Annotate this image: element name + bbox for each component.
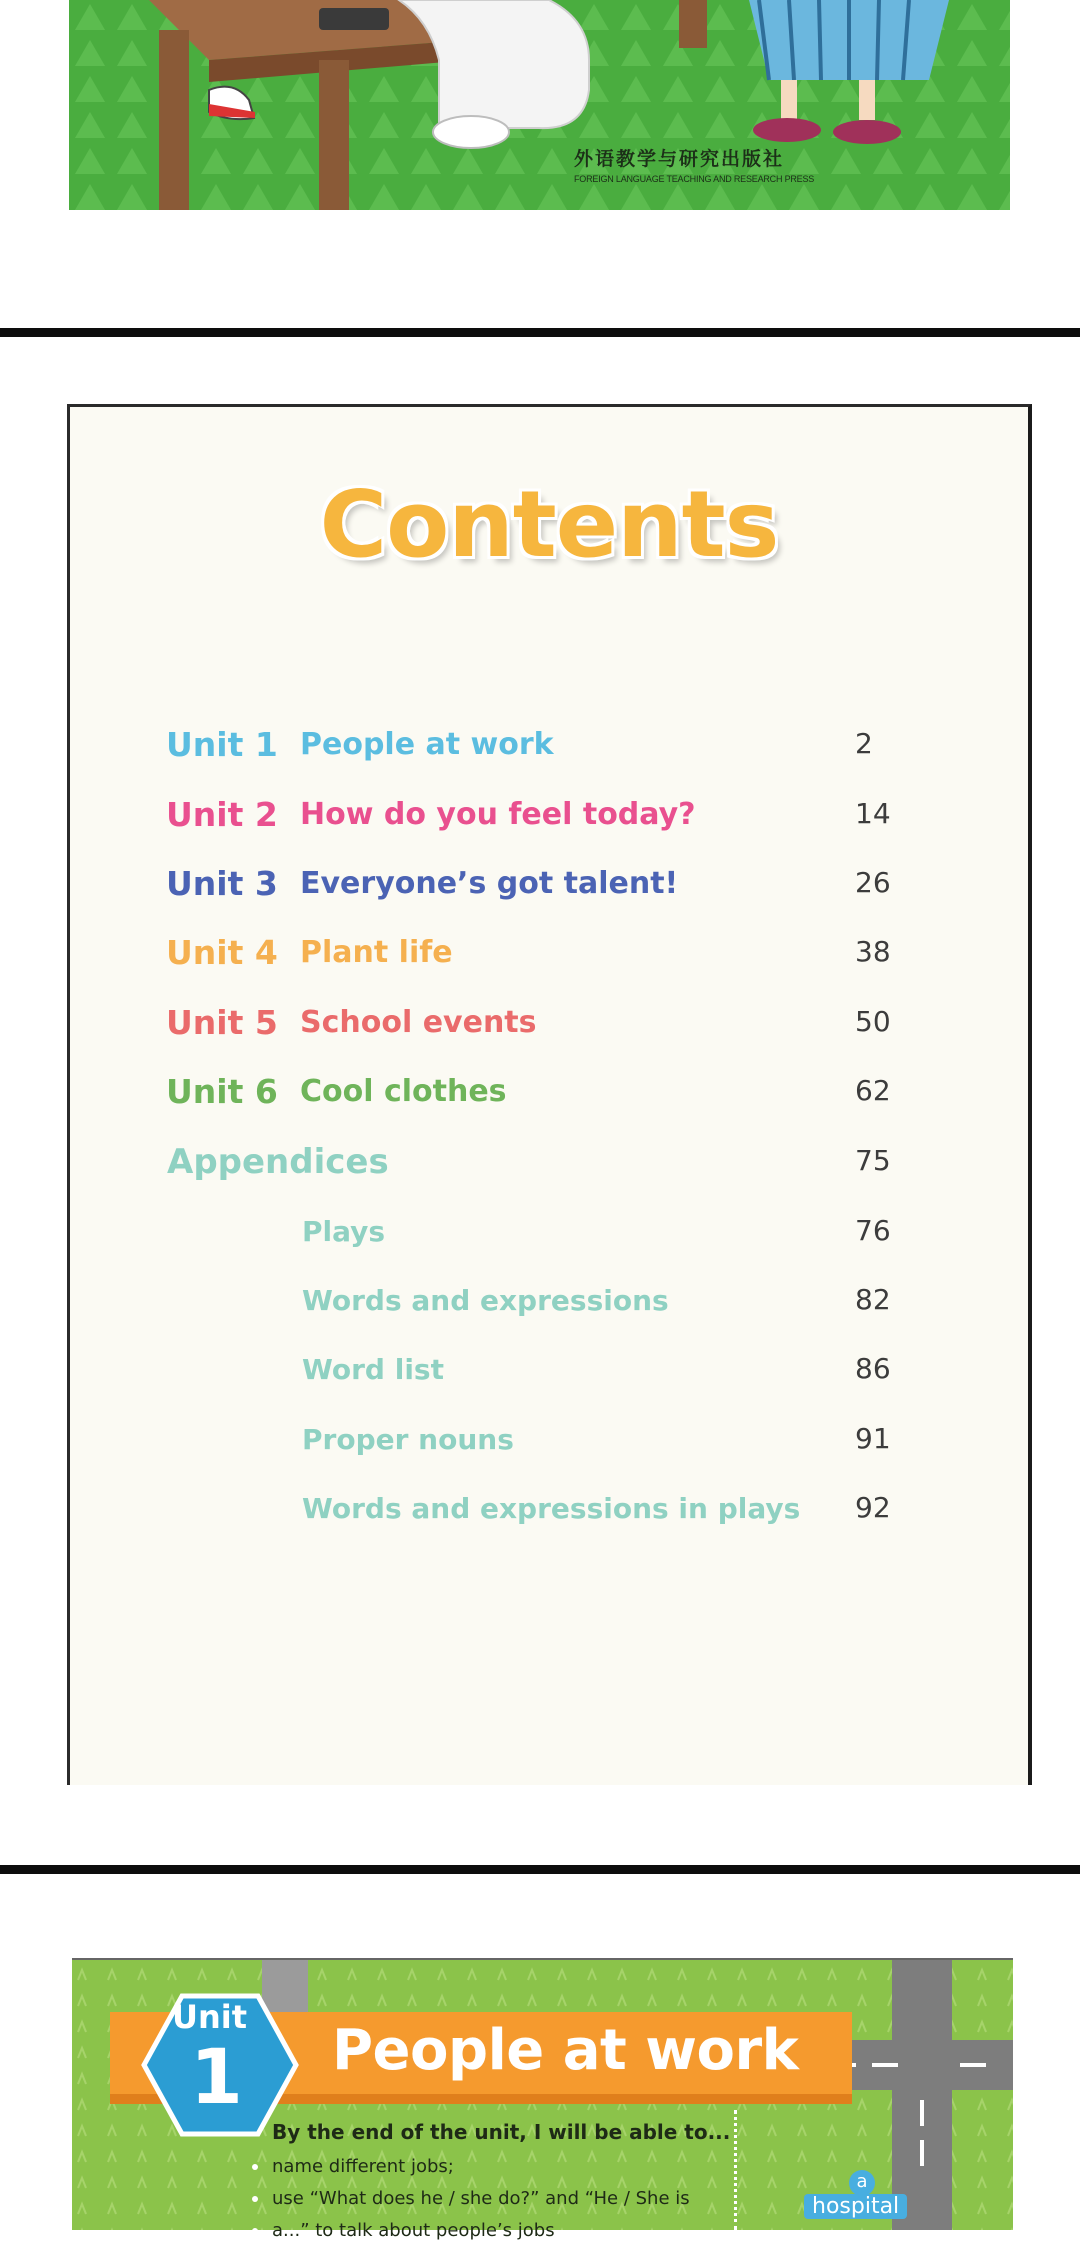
toc-row-unit-5[interactable] bbox=[70, 1003, 1028, 1043]
objective-item bbox=[272, 2188, 690, 2209]
unit-title: People at work bbox=[332, 2018, 799, 2083]
bullet-icon bbox=[252, 2196, 258, 2202]
toc-page-number: 26 bbox=[855, 866, 891, 899]
toc-unit-title: School events bbox=[300, 1005, 537, 1040]
objective-item bbox=[272, 2220, 555, 2241]
toc-unit-title: People at work bbox=[300, 727, 554, 762]
map-label-hospital: hospital bbox=[804, 2194, 907, 2219]
map-label-article: a bbox=[849, 2170, 875, 2196]
book-cover bbox=[69, 0, 1010, 210]
toc-row-proper-nouns[interactable] bbox=[70, 1420, 1028, 1460]
page-divider bbox=[0, 1865, 1080, 1874]
road-marking bbox=[920, 2100, 924, 2126]
toc-page-number: 91 bbox=[855, 1422, 891, 1455]
map-road bbox=[892, 1960, 952, 2230]
toc-sub-title: Words and expressions bbox=[302, 1284, 669, 1317]
publisher-english-name: FOREIGN LANGUAGE TEACHING AND RESEARCH PRESS bbox=[574, 174, 815, 184]
toc-page-number: 38 bbox=[855, 935, 891, 968]
objective-text: use “What does he / she do?” and “He / She is bbox=[272, 2188, 690, 2209]
road-marking bbox=[920, 2140, 924, 2166]
unit-objectives-intro: By the end of the unit, I will be able to... bbox=[272, 2120, 731, 2144]
toc-appendices-label: Appendices bbox=[167, 1142, 389, 1182]
bullet-icon bbox=[252, 2228, 258, 2234]
toc-unit-label: Unit 6 bbox=[166, 1072, 278, 1111]
toc-row-word-list[interactable] bbox=[70, 1350, 1028, 1390]
toc-unit-title: Cool clothes bbox=[300, 1074, 507, 1109]
toc-page-number: 75 bbox=[855, 1144, 891, 1177]
toc-row-unit-3[interactable] bbox=[70, 864, 1028, 904]
unit-1-page bbox=[72, 1958, 1013, 2241]
toc-sub-title: Proper nouns bbox=[302, 1423, 514, 1456]
toc-unit-title: Plant life bbox=[300, 935, 453, 970]
toc-page-number: 2 bbox=[855, 727, 873, 760]
toc-sub-title: Plays bbox=[302, 1215, 386, 1248]
objective-item bbox=[272, 2156, 454, 2177]
cover-illustration bbox=[69, 0, 1010, 210]
dotted-separator bbox=[734, 2110, 737, 2230]
unit-number: 1 bbox=[190, 2032, 243, 2121]
toc-sub-title: Word list bbox=[302, 1353, 444, 1386]
unit-word: Unit bbox=[172, 1998, 248, 2036]
toc-unit-label: Unit 5 bbox=[166, 1003, 278, 1042]
toc-row-unit-2[interactable] bbox=[70, 795, 1028, 835]
toc-row-unit-6[interactable] bbox=[70, 1072, 1028, 1112]
toc-row-words-and-expressions[interactable] bbox=[70, 1281, 1028, 1321]
toc-unit-title: Everyone’s got talent! bbox=[300, 866, 679, 901]
toc-row-words-in-plays[interactable] bbox=[70, 1489, 1028, 1529]
toc-row-appendices[interactable] bbox=[70, 1142, 1028, 1182]
toc-sub-title: Words and expressions in plays bbox=[302, 1492, 801, 1525]
toc-unit-label: Unit 3 bbox=[166, 864, 278, 903]
page-divider bbox=[0, 328, 1080, 337]
publisher-chinese-name: 外语教学与研究出版社 bbox=[574, 148, 785, 170]
toc-page-number: 50 bbox=[855, 1005, 891, 1038]
toc-page-number: 76 bbox=[855, 1214, 891, 1247]
toc-row-unit-4[interactable] bbox=[70, 933, 1028, 973]
toc-unit-title: How do you feel today? bbox=[300, 797, 696, 832]
toc-unit-label: Unit 1 bbox=[166, 725, 278, 764]
toc-page-number: 62 bbox=[855, 1074, 891, 1107]
toc-page-number: 92 bbox=[855, 1491, 891, 1524]
toc-unit-label: Unit 2 bbox=[166, 795, 278, 834]
road-marking bbox=[872, 2063, 898, 2067]
toc-page-number: 82 bbox=[855, 1283, 891, 1316]
road-marking bbox=[960, 2063, 986, 2067]
toc-row-plays[interactable] bbox=[70, 1212, 1028, 1252]
toc-page-number: 14 bbox=[855, 797, 891, 830]
toc-unit-label: Unit 4 bbox=[166, 933, 278, 972]
toc-row-unit-1[interactable] bbox=[70, 725, 1028, 765]
objective-text: a...” to talk about people’s jobs bbox=[272, 2220, 555, 2241]
bullet-icon bbox=[252, 2164, 258, 2170]
objective-text: name different jobs; bbox=[272, 2156, 454, 2177]
toc-page-number: 86 bbox=[855, 1352, 891, 1385]
contents-page bbox=[67, 404, 1032, 1785]
contents-title: Contents bbox=[319, 471, 779, 578]
